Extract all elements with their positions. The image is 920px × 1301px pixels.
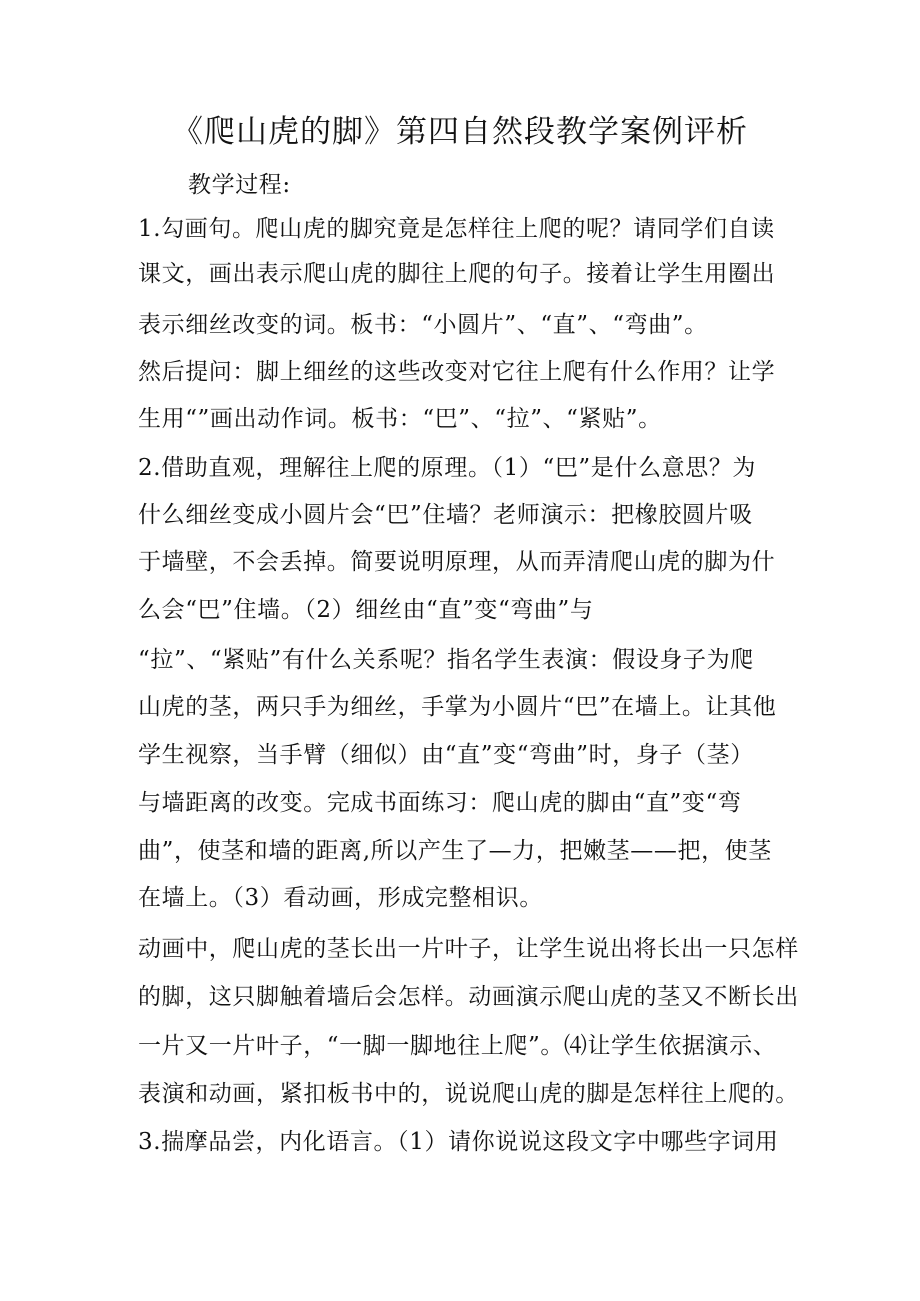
paragraph-line: 么会“巴”住墙。（2）细丝由“直”变“弯曲”与 [138, 597, 594, 623]
paragraph-line: 课文，画出表示爬山虎的脚往上爬的句子。接着让学生用圈出 [138, 261, 776, 287]
paragraph-line: 2.借助直观，理解往上爬的原理。（1）“巴”是什么意思？为 [138, 455, 756, 481]
paragraph-line: 于墙壁，不会丢掉。简要说明原理，从而弄清爬山虎的脚为什 [138, 549, 776, 575]
paragraph-line: 然后提问：脚上细丝的这些改变对它往上爬有什么作用？让学 [138, 359, 776, 385]
paragraph-line: 的脚，这只脚触着墙后会怎样。动画演示爬山虎的茎又不断长出 [138, 984, 799, 1010]
paragraph-line: 在墙上。（3）看动画，形成完整相识。 [138, 885, 543, 911]
paragraph-line: “拉”、“紧贴”有什么关系呢？指名学生表演：假设身子为爬 [138, 647, 754, 673]
paragraph-line: 3.揣摩品尝，内化语言。（1）请你说说这段文字中哪些字词用 [138, 1129, 779, 1155]
paragraph-line: 表演和动画，紧扣板书中的，说说爬山虎的脚是怎样往上爬的。 [138, 1081, 799, 1107]
paragraph-line: 动画中，爬山虎的茎长出一片叶子，让学生说出将长出一只怎样 [138, 936, 799, 962]
paragraph-line: 山虎的茎，两只手为细丝，手掌为小圆片“巴”在墙上。让其他 [138, 694, 777, 720]
paragraph-line: 与墙距离的改变。完成书面练习：爬山虎的脚由“直”变“弯 [138, 790, 742, 816]
document-title: 《爬山虎的脚》第四自然段教学案例评析 [172, 114, 748, 150]
section-heading: 教学过程: [188, 172, 291, 198]
paragraph-line: 曲”，使茎和墙的距离,所以产生了—力，把嫩茎——把，使茎 [138, 838, 772, 864]
paragraph-line: 一片又一片叶子，“一脚一脚地往上爬”。⑷让学生依据演示、 [138, 1033, 777, 1059]
paragraph-line: 生用“”画出动作词。板书：“巴”、“拉”、“紧贴”。 [138, 406, 662, 432]
paragraph-line: 1.勾画句。爬山虎的脚究竟是怎样往上爬的呢？请同学们自读 [138, 216, 775, 242]
paragraph-line: 学生视察，当手臂（细似）由“直”变“弯曲”时，身子（茎） [138, 742, 754, 768]
paragraph-line: 表示细丝改变的词。板书：“小圆片”、“直”、“弯曲”。 [138, 312, 708, 338]
paragraph-line: 什么细丝变成小圆片会“巴”住墙？老师演示：把橡胶圆片吸 [138, 502, 753, 528]
